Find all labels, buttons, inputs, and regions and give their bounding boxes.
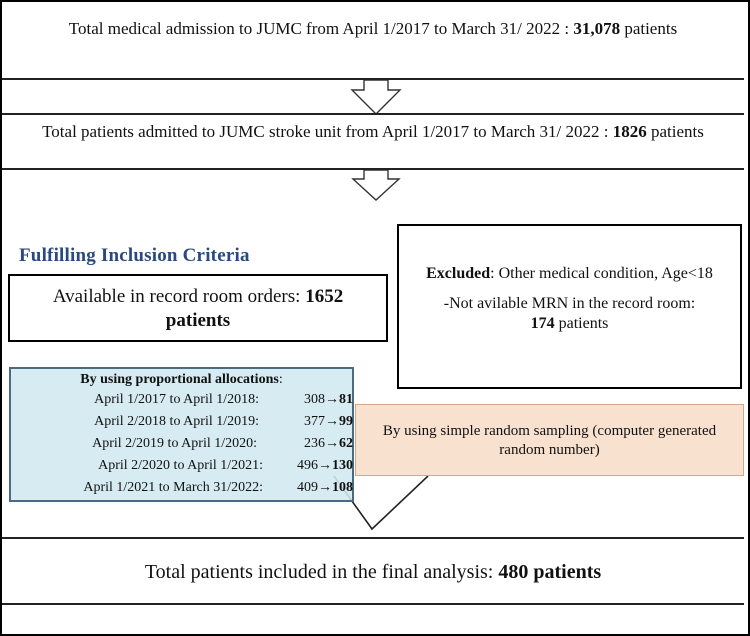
excluded-mrn-text: -Not avilable MRN in the record room: <box>443 295 696 312</box>
available-records-box <box>8 274 388 342</box>
random-sampling-box <box>355 404 744 476</box>
allocation-row <box>11 458 352 478</box>
excluded-box <box>397 224 742 389</box>
allocation-sample: 62 <box>339 436 353 451</box>
random-sampling-text: By using simple random sampling (computer generated random number) <box>382 423 717 458</box>
allocation-period: April 1/2021 to March 31/2022: <box>83 480 263 495</box>
allocation-arrow: → <box>325 436 339 451</box>
allocation-arrow: → <box>325 414 339 429</box>
allocation-period: April 2/2018 to April 1/2019: <box>94 414 259 429</box>
available-text: Available in record room orders: <box>52 286 306 307</box>
allocation-sample: 108 <box>332 480 353 495</box>
admissions-text: Total medical admission to JUMC from April 1/2017 to March 31/ 2022 : <box>68 19 574 38</box>
final-count: 480 patients <box>498 561 602 583</box>
allocation-values <box>273 458 353 474</box>
allocation-arrow: → <box>325 392 339 407</box>
allocation-values <box>273 480 353 496</box>
excluded-label: Excluded <box>426 265 491 282</box>
allocation-total: 409 <box>297 480 318 495</box>
allocation-sample: 81 <box>339 392 353 407</box>
stroke-unit-count: 1826 <box>612 122 647 141</box>
final-text: Total patients included in the final analysis: <box>144 561 499 583</box>
proportional-allocation-box <box>9 367 354 502</box>
allocation-period: April 2/2019 to April 1/2020: <box>92 436 257 451</box>
allocation-arrow: → <box>318 480 332 495</box>
allocation-row <box>11 392 352 412</box>
allocation-total: 496 <box>297 458 318 473</box>
down-arrow-2 <box>349 170 403 202</box>
admissions-unit: patients <box>620 19 678 38</box>
allocation-sample: 130 <box>332 458 353 473</box>
allocation-row <box>11 480 352 500</box>
allocation-sample: 99 <box>339 414 353 429</box>
available-count: 1652 <box>305 286 344 307</box>
allocation-total: 377 <box>304 414 325 429</box>
proportional-title-text: By using proportional allocations <box>80 372 279 387</box>
excluded-unit: patients <box>554 315 609 332</box>
proportional-title <box>11 372 352 388</box>
available-unit: patients <box>165 310 231 331</box>
down-arrow-1 <box>348 80 404 116</box>
excluded-count: 174 <box>530 315 555 332</box>
allocation-total: 308 <box>304 392 325 407</box>
allocation-values <box>273 414 353 430</box>
excluded-reason: : Other medical condition, Age<18 <box>490 265 713 282</box>
allocation-values <box>273 436 353 452</box>
stroke-unit-box <box>2 113 744 170</box>
allocation-values <box>273 392 353 408</box>
allocation-row <box>11 414 352 434</box>
allocation-arrow: → <box>318 458 332 473</box>
allocation-period: April 2/2020 to April 1/2021: <box>98 458 263 473</box>
inclusion-criteria-heading: Fulfilling Inclusion Criteria <box>19 245 250 266</box>
stroke-unit-unit: patients <box>646 122 704 141</box>
allocation-row <box>11 436 352 456</box>
final-analysis-box <box>2 537 744 605</box>
proportional-title-colon: : <box>278 372 283 387</box>
admissions-count: 31,078 <box>573 19 621 38</box>
allocation-total: 236 <box>304 436 325 451</box>
stroke-unit-text: Total patients admitted to JUMC stroke unit from April 1/2017 to March 31/ 2022 : <box>42 122 613 141</box>
allocation-period: April 1/2017 to April 1/2018: <box>94 392 259 407</box>
total-admissions-box <box>2 2 744 80</box>
